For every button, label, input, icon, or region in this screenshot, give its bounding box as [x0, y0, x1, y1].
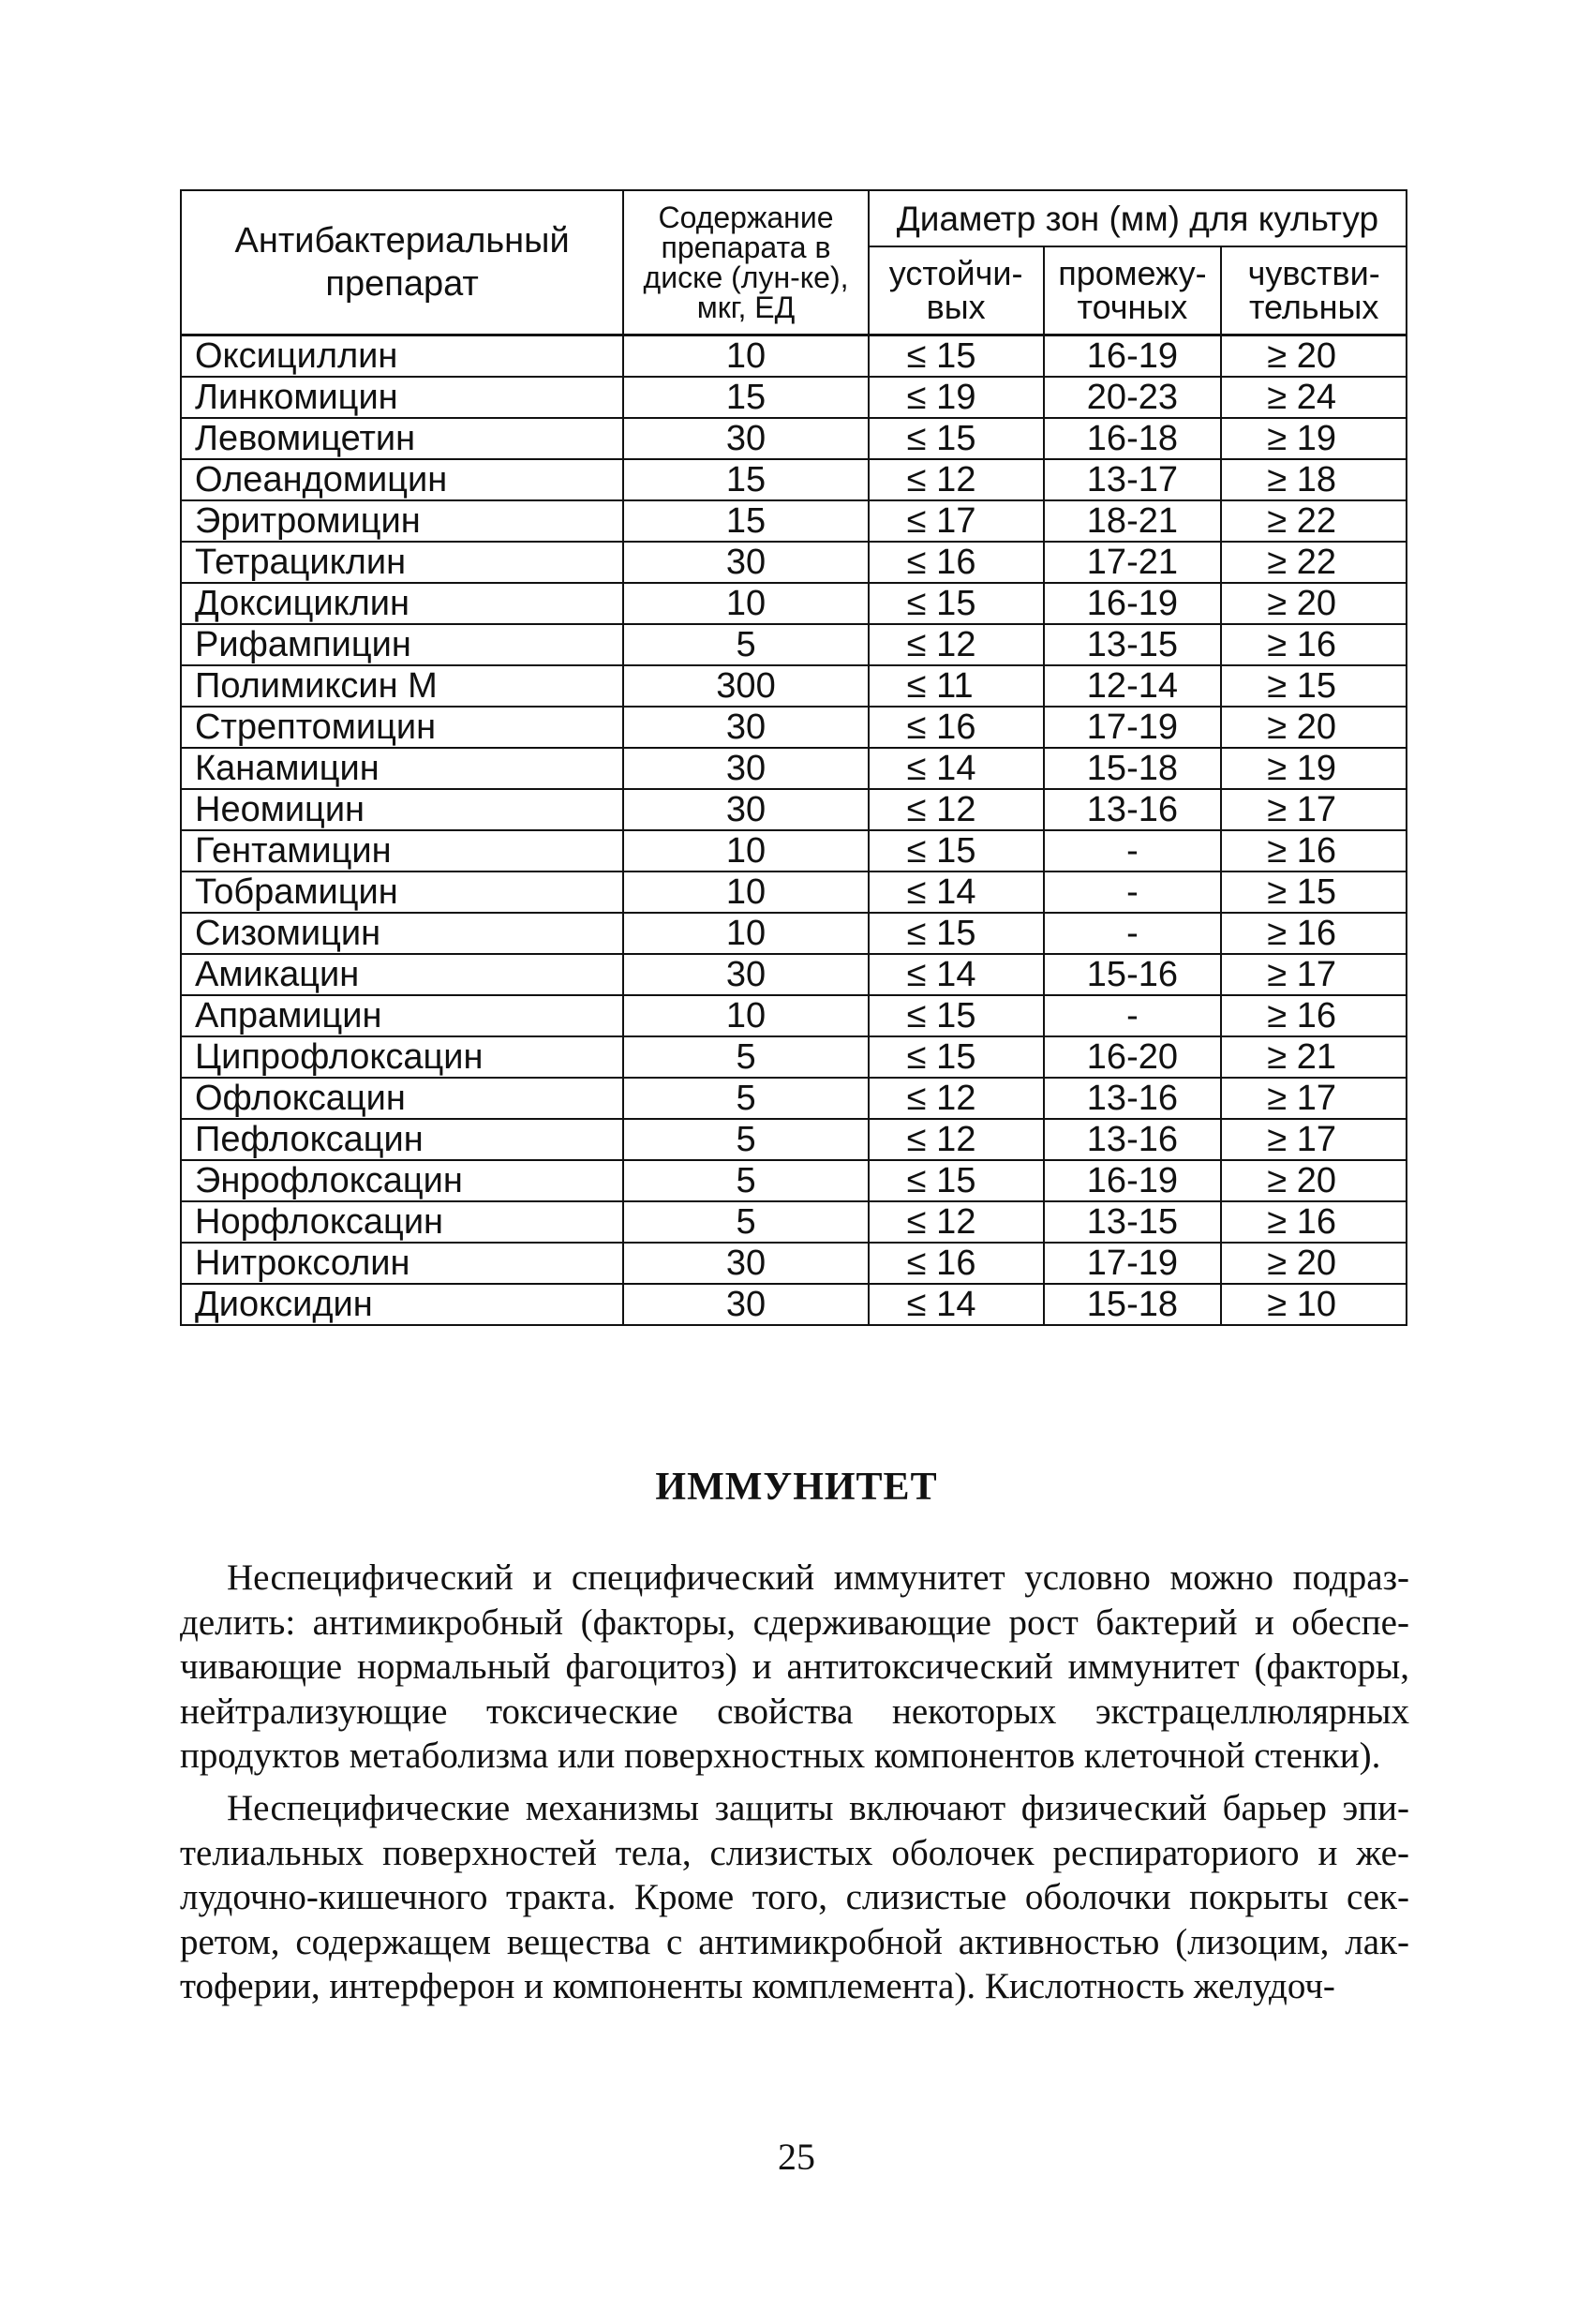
cell-intermediate: 16-19 — [1044, 1160, 1222, 1201]
cell-intermediate: 18-21 — [1044, 500, 1222, 542]
cell-sensitive: ≥ 20 — [1221, 1160, 1407, 1201]
page-number: 25 — [778, 2136, 815, 2178]
cell-content: 30 — [623, 418, 869, 459]
cell-resistant: ≤ 15 — [869, 418, 1044, 459]
cell-sensitive: ≥ 17 — [1221, 954, 1407, 995]
cell-sensitive: ≥ 20 — [1221, 335, 1407, 378]
cell-intermediate: 12-14 — [1044, 665, 1222, 707]
cell-resistant: ≤ 12 — [869, 789, 1044, 830]
cell-drug: Левомицетин — [181, 418, 623, 459]
cell-sensitive: ≥ 16 — [1221, 1201, 1407, 1243]
cell-drug: Апрамицин — [181, 995, 623, 1036]
header-intermediate: промежу-точных — [1044, 246, 1222, 335]
cell-drug: Олеандомицин — [181, 459, 623, 500]
table-row — [181, 500, 1407, 542]
cell-resistant: ≤ 15 — [869, 1036, 1044, 1078]
cell-intermediate: - — [1044, 872, 1222, 913]
cell-resistant: ≤ 12 — [869, 1201, 1044, 1243]
cell-drug: Тобрамицин — [181, 872, 623, 913]
table-body — [181, 335, 1407, 1326]
cell-intermediate: 13-16 — [1044, 1119, 1222, 1160]
cell-intermediate: - — [1044, 830, 1222, 872]
table-row — [181, 872, 1407, 913]
cell-sensitive: ≥ 19 — [1221, 748, 1407, 789]
cell-intermediate: 17-19 — [1044, 1243, 1222, 1284]
cell-sensitive: ≥ 20 — [1221, 583, 1407, 624]
table-row — [181, 542, 1407, 583]
cell-content: 10 — [623, 583, 869, 624]
cell-resistant: ≤ 11 — [869, 665, 1044, 707]
cell-content: 10 — [623, 335, 869, 378]
cell-content: 10 — [623, 872, 869, 913]
cell-intermediate: 13-17 — [1044, 459, 1222, 500]
table-row — [181, 1243, 1407, 1284]
cell-sensitive: ≥ 17 — [1221, 1078, 1407, 1119]
cell-drug: Неомицин — [181, 789, 623, 830]
cell-sensitive: ≥ 10 — [1221, 1284, 1407, 1325]
cell-content: 30 — [623, 748, 869, 789]
header-resistant: устойчи-вых — [869, 246, 1044, 335]
susceptibility-table — [180, 189, 1407, 1326]
table-row — [181, 459, 1407, 500]
header-diameter: Диаметр зон (мм) для культур — [869, 190, 1407, 246]
cell-content: 5 — [623, 624, 869, 665]
cell-resistant: ≤ 12 — [869, 1078, 1044, 1119]
cell-sensitive: ≥ 19 — [1221, 418, 1407, 459]
cell-content: 30 — [623, 1243, 869, 1284]
header-sensitive: чувстви-тельных — [1221, 246, 1407, 335]
cell-intermediate: 15-18 — [1044, 748, 1222, 789]
cell-intermediate: 13-15 — [1044, 624, 1222, 665]
table-row — [181, 665, 1407, 707]
cell-content: 10 — [623, 913, 869, 954]
cell-sensitive: ≥ 21 — [1221, 1036, 1407, 1078]
cell-drug: Доксициклин — [181, 583, 623, 624]
cell-resistant: ≤ 16 — [869, 707, 1044, 748]
cell-sensitive: ≥ 16 — [1221, 830, 1407, 872]
cell-drug: Оксициллин — [181, 335, 623, 378]
cell-intermediate: 15-18 — [1044, 1284, 1222, 1325]
cell-sensitive: ≥ 22 — [1221, 500, 1407, 542]
cell-intermediate: 16-18 — [1044, 418, 1222, 459]
cell-sensitive: ≥ 24 — [1221, 377, 1407, 418]
cell-intermediate: - — [1044, 913, 1222, 954]
cell-drug: Полимиксин М — [181, 665, 623, 707]
cell-content: 15 — [623, 500, 869, 542]
cell-intermediate: 16-19 — [1044, 335, 1222, 378]
section-body — [180, 1556, 1409, 2009]
cell-drug: Рифампицин — [181, 624, 623, 665]
table-row — [181, 913, 1407, 954]
header-drug: Антибактериальный препарат — [181, 190, 623, 335]
cell-drug: Эритромицин — [181, 500, 623, 542]
table-row — [181, 624, 1407, 665]
cell-content: 30 — [623, 1284, 869, 1325]
cell-drug: Амикацин — [181, 954, 623, 995]
cell-resistant: ≤ 12 — [869, 624, 1044, 665]
cell-content: 5 — [623, 1160, 869, 1201]
table-row — [181, 1284, 1407, 1325]
cell-content: 30 — [623, 789, 869, 830]
cell-sensitive: ≥ 15 — [1221, 872, 1407, 913]
table-row — [181, 335, 1407, 378]
table-row — [181, 707, 1407, 748]
cell-content: 5 — [623, 1078, 869, 1119]
cell-resistant: ≤ 12 — [869, 459, 1044, 500]
cell-sensitive: ≥ 20 — [1221, 707, 1407, 748]
paragraph: Неспецифический и специфический иммунитет условно можно подразделить: антимикробный (факторы, сдерживающие рост бактерий и обеспечивающие нормальный фагоцитоз) и антитоксический иммунитет (факторы, нейтрализующие токсические свойства некоторых экстрацеллюлярных продуктов метаболизма или поверхностных компонентов клеточной стенки). — [180, 1557, 1409, 1777]
cell-resistant: ≤ 15 — [869, 830, 1044, 872]
cell-resistant: ≤ 16 — [869, 1243, 1044, 1284]
cell-drug: Линкомицин — [181, 377, 623, 418]
table-row — [181, 789, 1407, 830]
cell-content: 15 — [623, 459, 869, 500]
table-row — [181, 1160, 1407, 1201]
paragraph: Неспецифические механизмы защиты включают физический барьер эпителиальных поверхностей тела, слизистых оболочек респираториого и желудочно-кишечного тракта. Кроме того, слизистые оболочки покрыты секретом, содержащем вещества с антимикробной активностью (лизоцим, лактоферии, интерферон и компоненты комплемента). Кислотность желудоч- — [180, 1787, 1409, 2007]
cell-drug: Гентамицин — [181, 830, 623, 872]
header-content: Содержание препарата в диске (лун-ке), мкг, ЕД — [623, 190, 869, 335]
cell-sensitive: ≥ 16 — [1221, 624, 1407, 665]
cell-drug: Тетрациклин — [181, 542, 623, 583]
table-row — [181, 1078, 1407, 1119]
cell-intermediate: 20-23 — [1044, 377, 1222, 418]
cell-intermediate: 17-19 — [1044, 707, 1222, 748]
section-title: ИММУНИТЕТ — [655, 1466, 938, 1509]
table-row — [181, 995, 1407, 1036]
cell-drug: Стрептомицин — [181, 707, 623, 748]
table-row — [181, 748, 1407, 789]
cell-intermediate: 17-21 — [1044, 542, 1222, 583]
cell-resistant: ≤ 15 — [869, 913, 1044, 954]
table-row — [181, 830, 1407, 872]
table-row — [181, 1119, 1407, 1160]
table-row — [181, 377, 1407, 418]
table-row — [181, 418, 1407, 459]
cell-content: 300 — [623, 665, 869, 707]
cell-content: 30 — [623, 707, 869, 748]
cell-drug: Диоксидин — [181, 1284, 623, 1325]
cell-resistant: ≤ 15 — [869, 1160, 1044, 1201]
table-row — [181, 1036, 1407, 1078]
cell-sensitive: ≥ 18 — [1221, 459, 1407, 500]
cell-resistant: ≤ 12 — [869, 1119, 1044, 1160]
cell-resistant: ≤ 14 — [869, 1284, 1044, 1325]
cell-content: 30 — [623, 954, 869, 995]
cell-drug: Сизомицин — [181, 913, 623, 954]
cell-content: 30 — [623, 542, 869, 583]
cell-drug: Норфлоксацин — [181, 1201, 623, 1243]
cell-drug: Офлоксацин — [181, 1078, 623, 1119]
cell-content: 10 — [623, 995, 869, 1036]
cell-resistant: ≤ 15 — [869, 995, 1044, 1036]
cell-resistant: ≤ 15 — [869, 583, 1044, 624]
cell-drug: Канамицин — [181, 748, 623, 789]
cell-intermediate: 13-16 — [1044, 1078, 1222, 1119]
cell-resistant: ≤ 19 — [869, 377, 1044, 418]
table-row — [181, 583, 1407, 624]
cell-drug: Ципрофлоксацин — [181, 1036, 623, 1078]
cell-intermediate: 15-16 — [1044, 954, 1222, 995]
cell-intermediate: 16-20 — [1044, 1036, 1222, 1078]
cell-sensitive: ≥ 17 — [1221, 1119, 1407, 1160]
cell-sensitive: ≥ 16 — [1221, 913, 1407, 954]
cell-drug: Энрофлоксацин — [181, 1160, 623, 1201]
cell-intermediate: 16-19 — [1044, 583, 1222, 624]
cell-sensitive: ≥ 22 — [1221, 542, 1407, 583]
cell-content: 5 — [623, 1201, 869, 1243]
cell-intermediate: 13-15 — [1044, 1201, 1222, 1243]
cell-content: 5 — [623, 1119, 869, 1160]
cell-resistant: ≤ 15 — [869, 335, 1044, 378]
cell-intermediate: 13-16 — [1044, 789, 1222, 830]
cell-content: 10 — [623, 830, 869, 872]
cell-resistant: ≤ 14 — [869, 872, 1044, 913]
cell-sensitive: ≥ 15 — [1221, 665, 1407, 707]
cell-drug: Нитроксолин — [181, 1243, 623, 1284]
cell-resistant: ≤ 14 — [869, 954, 1044, 995]
cell-sensitive: ≥ 16 — [1221, 995, 1407, 1036]
cell-resistant: ≤ 16 — [869, 542, 1044, 583]
table-row — [181, 954, 1407, 995]
cell-sensitive: ≥ 20 — [1221, 1243, 1407, 1284]
cell-content: 5 — [623, 1036, 869, 1078]
cell-intermediate: - — [1044, 995, 1222, 1036]
cell-content: 15 — [623, 377, 869, 418]
cell-resistant: ≤ 17 — [869, 500, 1044, 542]
cell-drug: Пефлоксацин — [181, 1119, 623, 1160]
cell-sensitive: ≥ 17 — [1221, 789, 1407, 830]
table-row — [181, 1201, 1407, 1243]
cell-resistant: ≤ 14 — [869, 748, 1044, 789]
